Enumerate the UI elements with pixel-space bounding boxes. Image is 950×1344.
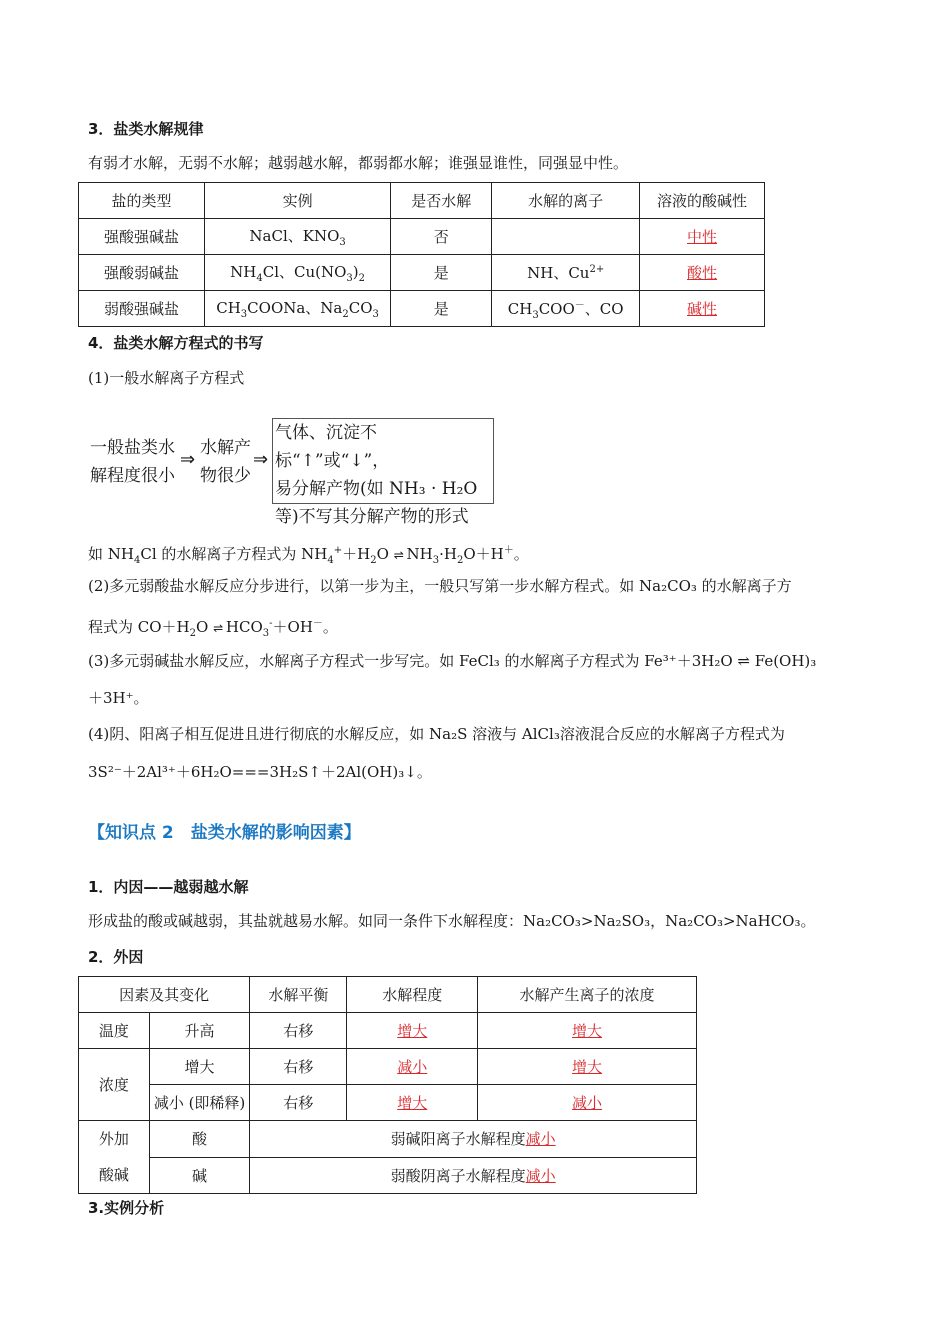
diagram-text: 物很少 bbox=[200, 466, 251, 486]
diagram-text: 解程度很小 bbox=[90, 466, 175, 486]
table-row bbox=[79, 1157, 697, 1194]
table-row bbox=[79, 255, 765, 291]
hydrolysis-yes-no: 否 bbox=[391, 219, 492, 255]
polybase-text-end: ＋3H⁺。 bbox=[88, 689, 149, 707]
hydrolysis-yes-no: 是 bbox=[391, 255, 492, 291]
table-header: 实例 bbox=[204, 183, 390, 219]
table-header: 水解程度 bbox=[347, 977, 478, 1013]
table-row bbox=[79, 219, 765, 255]
factor-change: 酸 bbox=[149, 1121, 249, 1158]
diagram-text: 易分解产物(如 NH₃ · H₂O bbox=[275, 479, 478, 499]
table-row bbox=[79, 1085, 697, 1121]
answer-text: 减小 bbox=[572, 1094, 603, 1112]
diagram-text: 等)不写其分解产物的形式 bbox=[275, 507, 469, 527]
effect-description bbox=[250, 1157, 697, 1194]
double-arrow-icon: ⇒ bbox=[180, 449, 196, 470]
salt-type: 强酸强碱盐 bbox=[79, 219, 205, 255]
table-row bbox=[79, 1121, 697, 1158]
answer-text: 增大 bbox=[397, 1094, 428, 1112]
hydrolysis-rule-text: 有弱才水解，无弱不水解；越弱越水解，都弱都水解；谁强显谁性，同强显中性。 bbox=[88, 154, 629, 172]
table-header: 因素及其变化 bbox=[79, 977, 250, 1013]
section-heading: 4．盐类水解方程式的书写 bbox=[88, 334, 264, 352]
internal-factor-text: 形成盐的酸或碱越弱，其盐就越易水解。如同一条件下水解程度：Na₂CO₃>Na₂SO₃，Na₂CO₃>NaHCO₃。 bbox=[88, 912, 816, 930]
section-heading: 1．内因——越弱越水解 bbox=[88, 878, 249, 896]
table-header: 水解平衡 bbox=[250, 977, 347, 1013]
factor-change: 升高 bbox=[149, 1013, 249, 1049]
effect-description bbox=[250, 1121, 697, 1158]
table-header: 水解产生离子的浓度 bbox=[478, 977, 697, 1013]
diagram-text: 一般盐类水 bbox=[90, 438, 175, 458]
factor-label bbox=[79, 1121, 150, 1194]
table-row bbox=[79, 291, 765, 327]
polybase-text: (3)多元弱碱盐水解反应，水解离子方程式一步写完。如 FeCl₃ 的水解离子方程式为 Fe³⁺＋3H₂O ⇌ Fe(OH)₃ bbox=[88, 652, 817, 670]
factor-label: 浓度 bbox=[79, 1049, 150, 1121]
table-header: 盐的类型 bbox=[79, 183, 205, 219]
section-heading: 3.实例分析 bbox=[88, 1199, 165, 1217]
hydrolysis-degree bbox=[347, 1013, 478, 1049]
hydrolysis-degree bbox=[347, 1085, 478, 1121]
table-header: 溶液的酸碱性 bbox=[640, 183, 765, 219]
hydrolyzed-ion: NH、$Cu^{2+}$ bbox=[492, 255, 640, 291]
diagram-text: 水解产 bbox=[200, 438, 251, 458]
ion-concentration bbox=[478, 1085, 697, 1121]
answer-text: 酸性 bbox=[687, 264, 718, 282]
double-arrow-icon: ⇒ bbox=[253, 449, 269, 470]
salt-type: 强酸弱碱盐 bbox=[79, 255, 205, 291]
table-row bbox=[79, 1013, 697, 1049]
answer-text: 增大 bbox=[572, 1022, 603, 1040]
factor-change: 减小 (即稀释) bbox=[149, 1085, 249, 1121]
factor-label-line: 酸碱 bbox=[98, 1166, 129, 1184]
table-header: 水解的离子 bbox=[492, 183, 640, 219]
diagram-step2 bbox=[200, 434, 251, 490]
factor-label: 温度 bbox=[79, 1013, 150, 1049]
answer-text: 增大 bbox=[397, 1022, 428, 1040]
equilibrium-shift: 右移 bbox=[250, 1049, 347, 1085]
nh4cl-equation: 如 $NH_4Cl$ 的水解离子方程式为 $NH_4^++H_2O$ ⇌ $NH_3\cdot H_2O+H^+$。 bbox=[88, 545, 529, 566]
equilibrium-shift: 右移 bbox=[250, 1013, 347, 1049]
answer-text: 减小 bbox=[525, 1166, 556, 1185]
subsection-label: (1)一般水解离子方程式 bbox=[88, 369, 245, 387]
hydrolysis-degree bbox=[347, 1049, 478, 1085]
solution-nature bbox=[640, 291, 765, 327]
answer-text: 减小 bbox=[525, 1130, 556, 1149]
effect-text: 弱酸阴离子水解程度 bbox=[390, 1166, 526, 1185]
salt-type: 弱酸强碱盐 bbox=[79, 291, 205, 327]
polyprotic-text: (2)多元弱酸盐水解反应分步进行，以第一步为主，一般只写第一步水解方程式。如 Na₂CO₃ 的水解离子方 bbox=[88, 577, 792, 595]
ion-concentration bbox=[478, 1049, 697, 1085]
hydrolyzed-ion: $CH_3COO^-$、CO bbox=[492, 291, 640, 327]
factor-label-line: 外加 bbox=[98, 1130, 129, 1148]
example: NaCl、$KNO_3$ bbox=[204, 219, 390, 255]
ion-concentration bbox=[478, 1013, 697, 1049]
solution-nature bbox=[640, 255, 765, 291]
table-header: 是否水解 bbox=[391, 183, 492, 219]
hydrolysis-rule-table bbox=[78, 182, 765, 327]
external-factor-table bbox=[78, 976, 697, 1194]
factor-change: 增大 bbox=[149, 1049, 249, 1085]
factor-change: 碱 bbox=[149, 1157, 249, 1194]
answer-text: 减小 bbox=[397, 1058, 428, 1076]
section-heading: 2．外因 bbox=[88, 948, 144, 966]
double-hydrolysis-text: (4)阴、阳离子相互促进且进行彻底的水解反应，如 Na₂S 溶液与 AlCl₃溶液混合反应的水解离子方程式为 bbox=[88, 725, 785, 743]
answer-text: 增大 bbox=[572, 1058, 603, 1076]
answer-text: 中性 bbox=[687, 228, 718, 246]
effect-text: 弱碱阳离子水解程度 bbox=[390, 1130, 526, 1149]
na2co3-equation: 程式为 $CO+H_2O$ ⇌ $HCO_3^-+OH^-$。 bbox=[88, 618, 338, 639]
example: $CH_3COONa$、$Na_2CO_3$ bbox=[204, 291, 390, 327]
section-heading: 3．盐类水解规律 bbox=[88, 120, 204, 138]
diagram-text: 气体、沉淀不标“↑”或“↓”， bbox=[275, 423, 390, 471]
double-hydrolysis-equation: 3S²⁻＋2Al³⁺＋6H₂O===3H₂S↑＋2Al(OH)₃↓。 bbox=[88, 763, 432, 781]
table-row bbox=[79, 1049, 697, 1085]
diagram-rule-box bbox=[272, 418, 494, 527]
diagram-step1 bbox=[90, 434, 175, 490]
hydrolysis-yes-no: 是 bbox=[391, 291, 492, 327]
hydrolyzed-ion bbox=[492, 219, 640, 255]
knowledge-point-title: 【知识点 2 盐类水解的影响因素】 bbox=[88, 823, 361, 843]
solution-nature bbox=[640, 219, 765, 255]
example: $NH_4Cl$、$Cu(NO_3)_2$ bbox=[204, 255, 390, 291]
equilibrium-shift: 右移 bbox=[250, 1085, 347, 1121]
answer-text: 碱性 bbox=[687, 300, 718, 318]
